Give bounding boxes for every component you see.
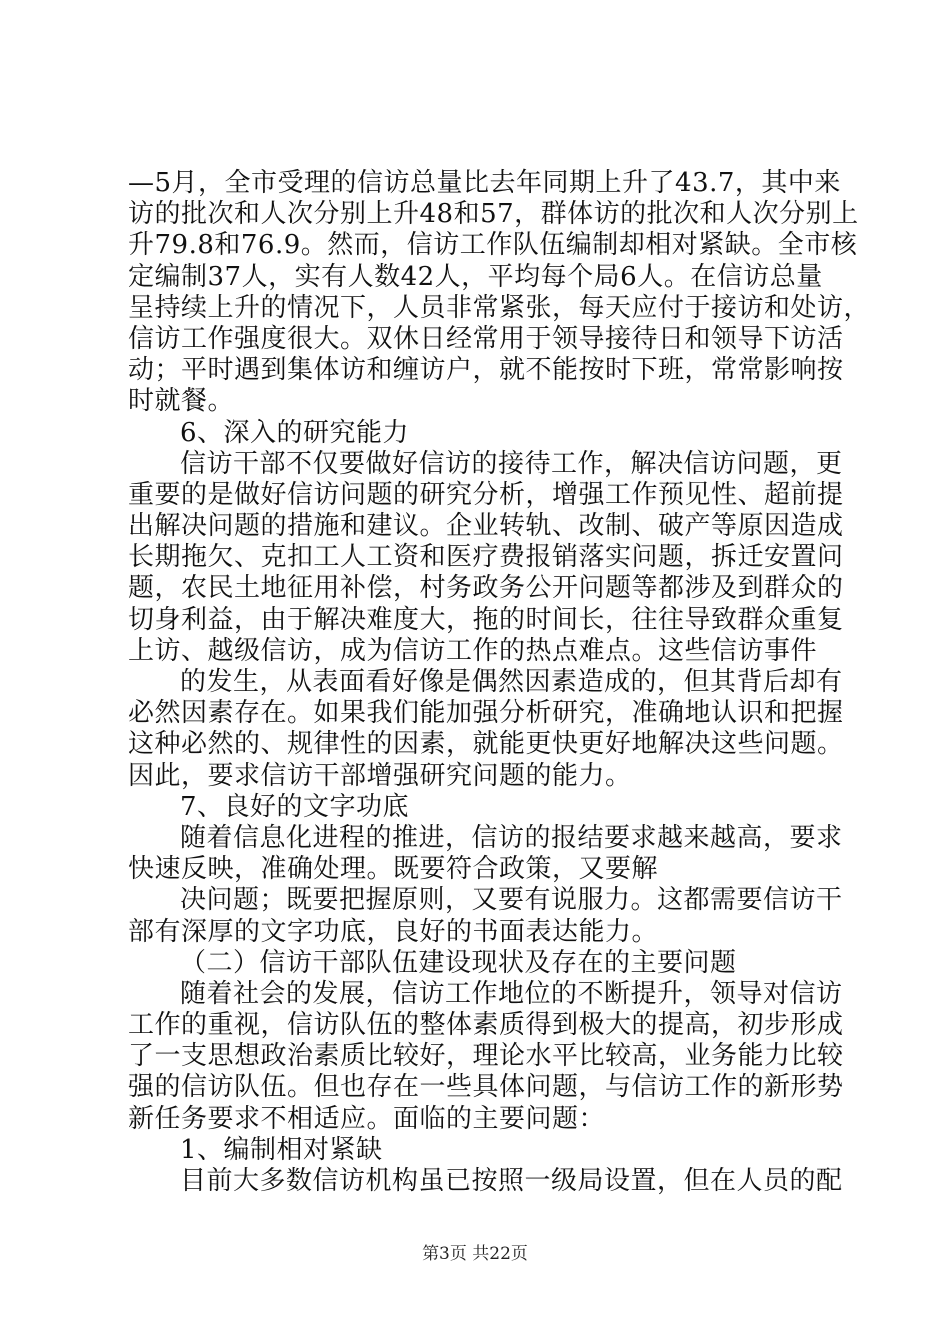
text-line: 目前大多数信访机构虽已按照一级局设置，但在人员的配 [180, 1166, 843, 1196]
text-line: —5月，全市受理的信访总量比去年同期上升了43.7，其中来 [128, 168, 841, 198]
text-line: 必然因素存在。如果我们能加强分析研究，准确地认识和把握 [128, 698, 844, 728]
text-line: 了一支思想政治素质比较好，理论水平比较高，业务能力比较 [128, 1041, 844, 1071]
text-line: 这种必然的、规律性的因素，就能更快更好地解决这些问题。 [128, 729, 844, 759]
text-line: 访的批次和人次分别上升48和57，群体访的批次和人次分别上 [128, 199, 859, 229]
text-line: 随着信息化进程的推进，信访的报结要求越来越高，要求 [180, 823, 843, 853]
section-heading: 6、深入的研究能力 [180, 418, 410, 448]
text-line: 题，农民土地征用补偿，村务政务公开问题等都涉及到群众的 [128, 573, 844, 603]
section-heading: 1、编制相对紧缺 [180, 1135, 383, 1165]
text-line: 决问题；既要把握原则，又要有说服力。这都需要信访干 [180, 885, 843, 915]
text-line: 因此，要求信访干部增强研究问题的能力。 [128, 761, 632, 791]
text-line: 重要的是做好信访问题的研究分析，增强工作预见性、超前提 [128, 480, 844, 510]
text-line: 工作的重视，信访队伍的整体素质得到极大的提高，初步形成 [128, 1010, 844, 1040]
text-line: 出解决问题的措施和建议。企业转轨、改制、破产等原因造成 [128, 511, 844, 541]
text-line: 动；平时遇到集体访和缠访户，就不能按时下班，常常影响按 [128, 355, 844, 385]
text-line: 时就餐。 [128, 386, 235, 416]
text-line: 随着社会的发展，信访工作地位的不断提升，领导对信访 [180, 979, 843, 1009]
text-line: 信访工作强度很大。双休日经常用于领导接待日和领导下访活 [128, 324, 844, 354]
text-line: 部有深厚的文字功底，良好的书面表达能力。 [128, 917, 659, 947]
text-line: 长期拖欠、克扣工人工资和医疗费报销落实问题，拆迁安置问 [128, 542, 844, 572]
text-line: 定编制37人，实有人数42人，平均每个局6人。在信访总量 [128, 262, 823, 292]
section-heading: （二）信访干部队伍建设现状及存在的主要问题 [180, 948, 737, 978]
text-line: 新任务要求不相适应。面临的主要问题： [128, 1104, 606, 1134]
section-heading: 7、良好的文字功底 [180, 792, 410, 822]
text-line: 上访、越级信访，成为信访工作的热点难点。这些信访事件 [128, 636, 818, 666]
text-line: 切身利益，由于解决难度大，拖的时间长，往往导致群众重复 [128, 605, 844, 635]
text-line: 强的信访队伍。但也存在一些具体问题，与信访工作的新形势 [128, 1072, 844, 1102]
text-line: 升79.8和76.9。然而，信访工作队伍编制却相对紧缺。全市核 [128, 230, 858, 260]
text-line: 呈持续上升的情况下，人员非常紧张，每天应付于接访和处访， [128, 293, 871, 323]
text-line: 的发生，从表面看好像是偶然因素造成的，但其背后却有 [180, 667, 843, 697]
text-line: 快速反映，准确处理。既要符合政策，又要解 [128, 854, 659, 884]
text-line: 信访干部不仅要做好信访的接待工作，解决信访问题，更 [180, 449, 843, 479]
page-number-footer: 第3页 共22页 [422, 1244, 528, 1264]
